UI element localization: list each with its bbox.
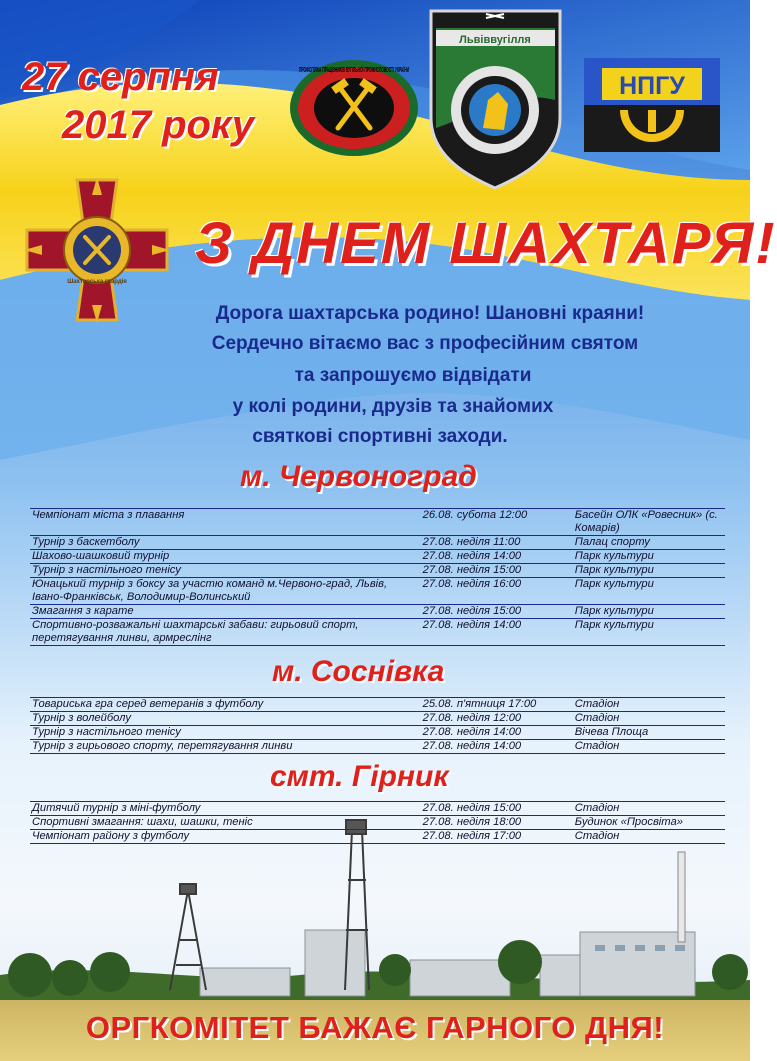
event-name: Турнір з гирьового спорту, перетягування линви bbox=[30, 740, 421, 754]
table-row bbox=[30, 740, 725, 754]
table-row bbox=[30, 830, 725, 844]
event-name: Турнір з волейболу bbox=[30, 712, 421, 726]
union-logo bbox=[288, 58, 532, 158]
greeting-line-4: у колі родини, друзів та знайомих bbox=[232, 396, 554, 417]
event-name: Турнір з баскетболу bbox=[30, 536, 421, 550]
event-name: Дитячий турнір з міні-футболу bbox=[30, 802, 421, 816]
event-name: Турнір з настільного тенісу bbox=[30, 726, 421, 740]
event-time: 27.08. неділя 15:00 bbox=[421, 564, 573, 578]
city-heading-sosnivka: м. Соснівка bbox=[272, 655, 445, 688]
event-name: Спортивні змагання: шахи, шашки, теніс bbox=[30, 816, 421, 830]
event-venue: Вічева Площа bbox=[573, 726, 725, 740]
event-venue: Будинок «Просвіта» bbox=[573, 816, 725, 830]
event-name: Чемпіонат міста з плавання bbox=[30, 509, 421, 536]
table-row bbox=[30, 816, 725, 830]
event-venue: Стадіон bbox=[573, 830, 725, 844]
table-row bbox=[30, 712, 725, 726]
event-venue: Парк культури bbox=[573, 578, 725, 605]
date-line-1: 27 серпня bbox=[22, 55, 219, 99]
event-time: 27.08. неділя 12:00 bbox=[421, 712, 573, 726]
greeting-line-2: Сердечно вітаємо вас з професійним святом bbox=[211, 333, 639, 354]
event-time: 25.08. п'ятниця 17:00 bbox=[421, 698, 573, 712]
schedule-table-hirnyk bbox=[30, 801, 725, 844]
table-row bbox=[30, 726, 725, 740]
event-venue: Палац спорту bbox=[573, 536, 725, 550]
city-heading-hirnyk: смт. Гірник bbox=[270, 760, 449, 793]
lvivvuhillia-shield-logo bbox=[428, 8, 563, 190]
date-line-2: 2017 року bbox=[62, 103, 254, 147]
event-time: 27.08. неділя 18:00 bbox=[421, 816, 573, 830]
table-row bbox=[30, 605, 725, 619]
event-time: 27.08. неділя 15:00 bbox=[421, 605, 573, 619]
event-time: 27.08. неділя 14:00 bbox=[421, 726, 573, 740]
cross-text: Шахтарська гвардія bbox=[67, 279, 127, 285]
event-venue: Стадіон bbox=[573, 740, 725, 754]
table-row bbox=[30, 698, 725, 712]
event-name: Шахово-шашковий турнір bbox=[30, 550, 421, 564]
event-venue: Стадіон bbox=[573, 802, 725, 816]
union-logo-text: ПРОФСПІЛКА ПРАЦІВНИКІВ ВУГІЛЬНОЇ ПРОМИСЛОВОСТІ УКРАЇНИ bbox=[299, 67, 532, 74]
table-row bbox=[30, 802, 725, 816]
table-row bbox=[30, 509, 725, 536]
event-time: 27.08. неділя 14:00 bbox=[421, 619, 573, 646]
table-row bbox=[30, 536, 725, 550]
poster-title: З ДНЕМ ШАХТАРЯ! bbox=[195, 211, 777, 276]
event-venue: Стадіон bbox=[573, 712, 725, 726]
event-venue: Парк культури bbox=[573, 619, 725, 646]
npgu-logo-text: НПГУ bbox=[619, 72, 685, 100]
event-name: Чемпіонат району з футболу bbox=[30, 830, 421, 844]
event-name: Юнацький турнір з боксу за участю команд м.Червоно-град, Львів, Івано-Франківськ, Володимир-Волинський bbox=[30, 578, 421, 605]
greeting-line-5: святкові спортивні заходи. bbox=[252, 426, 508, 447]
event-time: 27.08. неділя 14:00 bbox=[421, 550, 573, 564]
greeting-line-3: та запрошуємо відвідати bbox=[294, 365, 532, 386]
table-row bbox=[30, 578, 725, 605]
event-time: 27.08. неділя 15:00 bbox=[421, 802, 573, 816]
schedule-table-chervonohrad bbox=[30, 508, 725, 646]
event-time: 26.08. субота 12:00 bbox=[421, 509, 573, 536]
footer-wish: ОРГКОМІТЕТ БАЖАЄ ГАРНОГО ДНЯ! bbox=[85, 1010, 665, 1045]
event-venue: Парк культури bbox=[573, 605, 725, 619]
schedule-table-sosnivka bbox=[30, 697, 725, 754]
event-time: 27.08. неділя 14:00 bbox=[421, 740, 573, 754]
greeting-line-1: Дорога шахтарська родино! Шановні краяни! bbox=[215, 303, 645, 324]
event-venue: Парк культури bbox=[573, 550, 725, 564]
event-name: Товариська гра серед ветеранів з футболу bbox=[30, 698, 421, 712]
table-row bbox=[30, 550, 725, 564]
event-venue: Парк культури bbox=[573, 564, 725, 578]
event-time: 27.08. неділя 16:00 bbox=[421, 578, 573, 605]
event-name: Турнір з настільного тенісу bbox=[30, 564, 421, 578]
event-time: 27.08. неділя 11:00 bbox=[421, 536, 573, 550]
event-venue: Стадіон bbox=[573, 698, 725, 712]
event-name: Спортивно-розважальні шахтарські забави: гирьовий спорт, перетягування линви, армреслінг bbox=[30, 619, 421, 646]
event-venue: Басейн ОЛК «Ровесник» (с. Комарів) bbox=[573, 509, 725, 536]
table-row bbox=[30, 564, 725, 578]
npgu-logo bbox=[584, 58, 720, 152]
event-time: 27.08. неділя 17:00 bbox=[421, 830, 573, 844]
event-name: Змагання з карате bbox=[30, 605, 421, 619]
table-row bbox=[30, 619, 725, 646]
lviv-logo-text: Львіввугілля bbox=[459, 34, 531, 46]
city-heading-chervonohrad: м. Червоноград bbox=[240, 460, 477, 493]
